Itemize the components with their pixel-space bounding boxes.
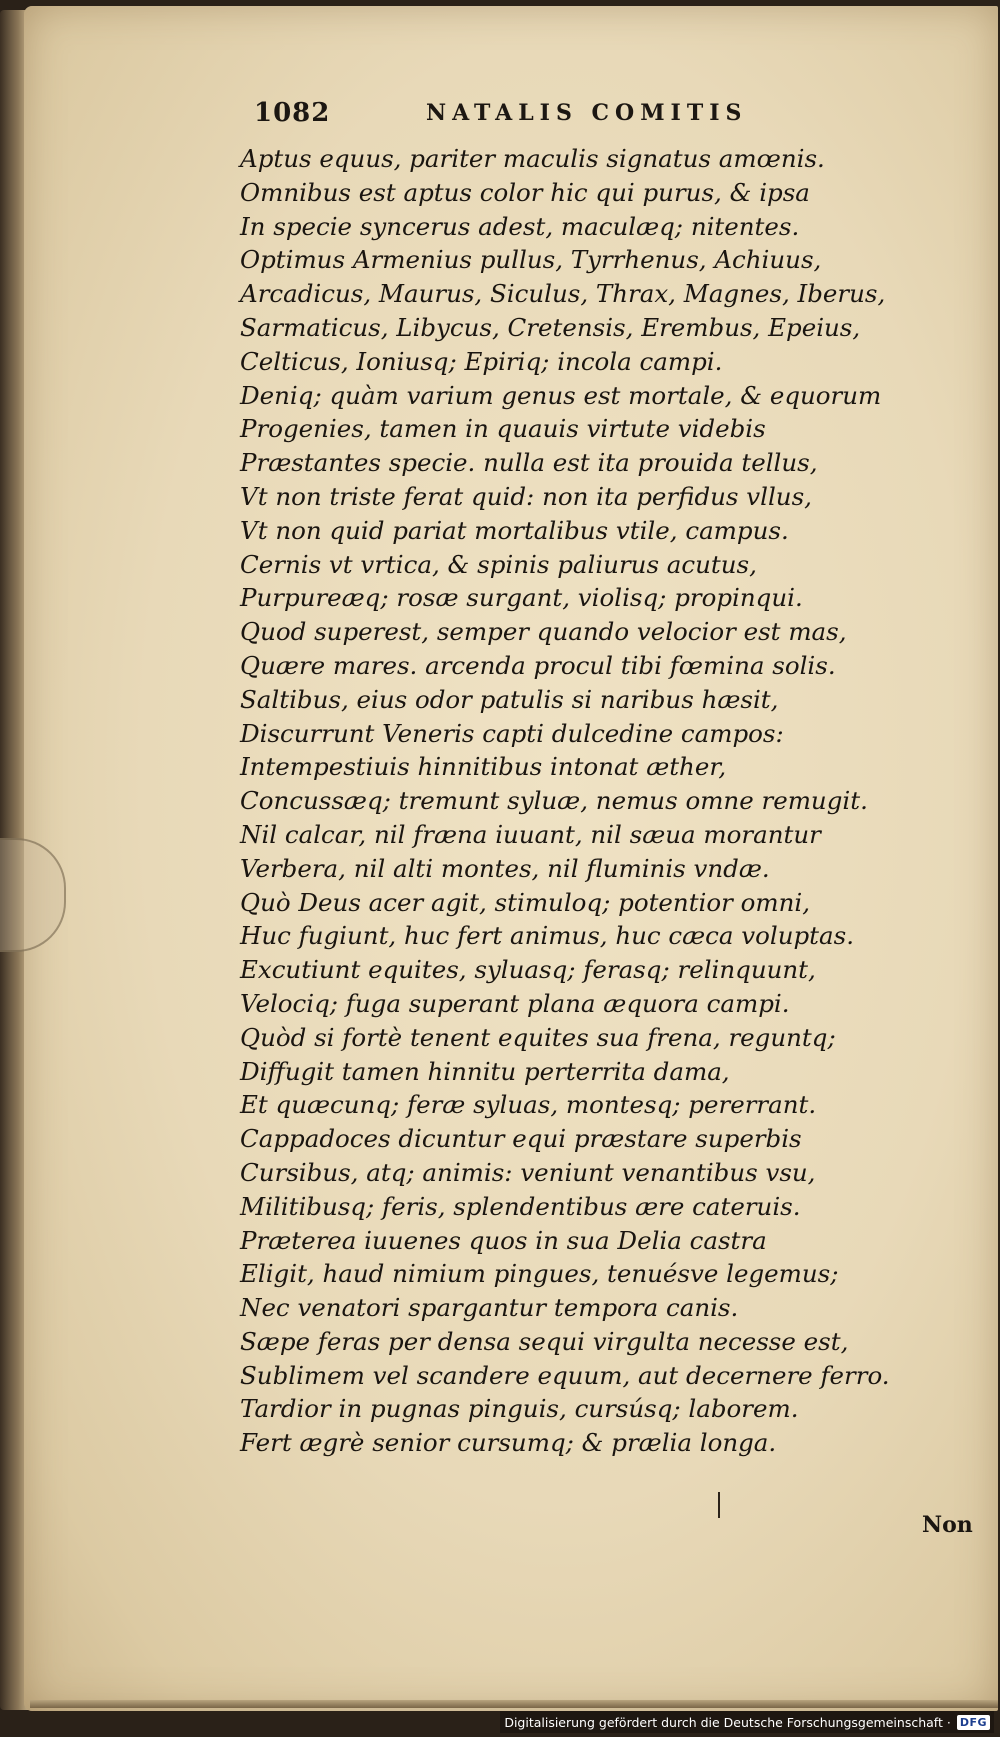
- page-bottom-edge: [30, 1700, 998, 1708]
- margin-mark: [718, 1492, 720, 1518]
- verse-line: Præterea iuuenes quos in sua Delia castra: [240, 1225, 767, 1255]
- verse-line: Aptus equus, pariter maculis signatus amœnis.: [240, 144, 825, 173]
- verse-line: Quòd si fortè tenent equites sua frena, reguntq;: [240, 1022, 836, 1052]
- page-number: 1082: [254, 98, 331, 128]
- verse-line: Eligit, haud nimium pingues, tenuésve legemus;: [240, 1259, 839, 1289]
- verse-line: Cernis vt vrtica, & spinis paliurus acutus,: [240, 549, 757, 579]
- verse-line: Et quæcunq; feræ syluas, montesq; pererrant.: [240, 1090, 817, 1120]
- verse-line: Quod superest, semper quando velocior est mas,: [240, 617, 847, 647]
- verse-line: Vt non quid pariat mortalibus vtile, campus.: [240, 515, 789, 545]
- verse-line: Nil calcar, nil fræna iuuant, nil sæua morantur: [240, 819, 821, 849]
- verse-line: Cappadoces dicuntur equi præstare superbis: [240, 1124, 802, 1154]
- verse-line: Concussæq; tremunt syluæ, nemus omne remugit.: [240, 786, 868, 816]
- verse-line: Deniq; quàm varium genus est mortale, & equorum: [240, 380, 882, 410]
- verse-line: Saltibus, eius odor patulis si naribus hæsit,: [240, 684, 779, 714]
- verse-line: Tardior in pugnas pinguis, cursúsq; laborem.: [240, 1394, 799, 1424]
- verse-line: Sarmaticus, Libycus, Cretensis, Erembus, Epeius,: [240, 312, 861, 342]
- verse-line: Discurrunt Veneris capti dulcedine campos:: [240, 718, 784, 748]
- page-header: [254, 98, 834, 138]
- verse-line: Huc fugiunt, huc fert animus, huc cæca voluptas.: [240, 921, 854, 951]
- verse-line: Optimus Armenius pullus, Tyrrhenus, Achiuus,: [240, 245, 822, 275]
- verse-text-block: [240, 142, 890, 1460]
- verse-line: Velociq; fuga superant plana æquora campi.: [240, 988, 790, 1018]
- verse-line: Celticus, Ioniusq; Epiriq; incola campi.: [240, 346, 723, 376]
- credit-text: Digitalisierung gefördert durch die Deutsche Forschungsgemeinschaft ·: [504, 1714, 951, 1730]
- verse-line: Omnibus est aptus color hic qui purus, & ipsa: [240, 177, 810, 207]
- verse-line: Quò Deus acer agit, stimuloq; potentior omni,: [240, 887, 811, 917]
- verse-line: Sæpe feras per densa sequi virgulta necesse est,: [240, 1326, 849, 1356]
- catchword: Non: [922, 1512, 973, 1538]
- verse-line: Cursibus, atq; animis: veniunt venantibus vsu,: [240, 1157, 816, 1187]
- verse-line: Nec venatori spargantur tempora canis.: [240, 1293, 739, 1323]
- verse-line: Sublimem vel scandere equum, aut decernere ferro.: [240, 1360, 890, 1390]
- verse-line: Vt non triste ferat quid: non ita perfidus vllus,: [240, 481, 812, 511]
- running-head: NATALIS COMITIS: [426, 100, 748, 126]
- verse-line: Præstantes specie. nulla est ita prouida tellus,: [240, 448, 818, 478]
- verse-line: Excutiunt equites, syluasq; ferasq; relinquunt,: [240, 955, 816, 985]
- verse-line: Militibusq; feris, splendentibus ære cateruis.: [240, 1191, 801, 1221]
- verse-line: Purpureæq; rosæ surgant, violisq; propinqui.: [240, 583, 803, 613]
- digitization-credit: [500, 1711, 994, 1733]
- verse-line: In specie syncerus adest, maculæq; nitentes.: [240, 211, 800, 241]
- verse-line: Fert ægrè senior cursumq; & prælia longa.: [240, 1428, 777, 1458]
- verse-line: Intempestiuis hinnitibus intonat æther,: [240, 752, 727, 782]
- verse-line: Verbera, nil alti montes, nil fluminis vndæ.: [240, 853, 770, 883]
- verse-line: Quære mares. arcenda procul tibi fœmina solis.: [240, 650, 836, 680]
- verse-line: Arcadicus, Maurus, Siculus, Thrax, Magnes, Iberus,: [240, 279, 886, 309]
- verse-line: Diffugit tamen hinnitu perterrita dama,: [240, 1056, 730, 1086]
- dfg-logo: DFG: [957, 1715, 990, 1730]
- verse-line: Progenies, tamen in quauis virtute videbis: [240, 414, 766, 444]
